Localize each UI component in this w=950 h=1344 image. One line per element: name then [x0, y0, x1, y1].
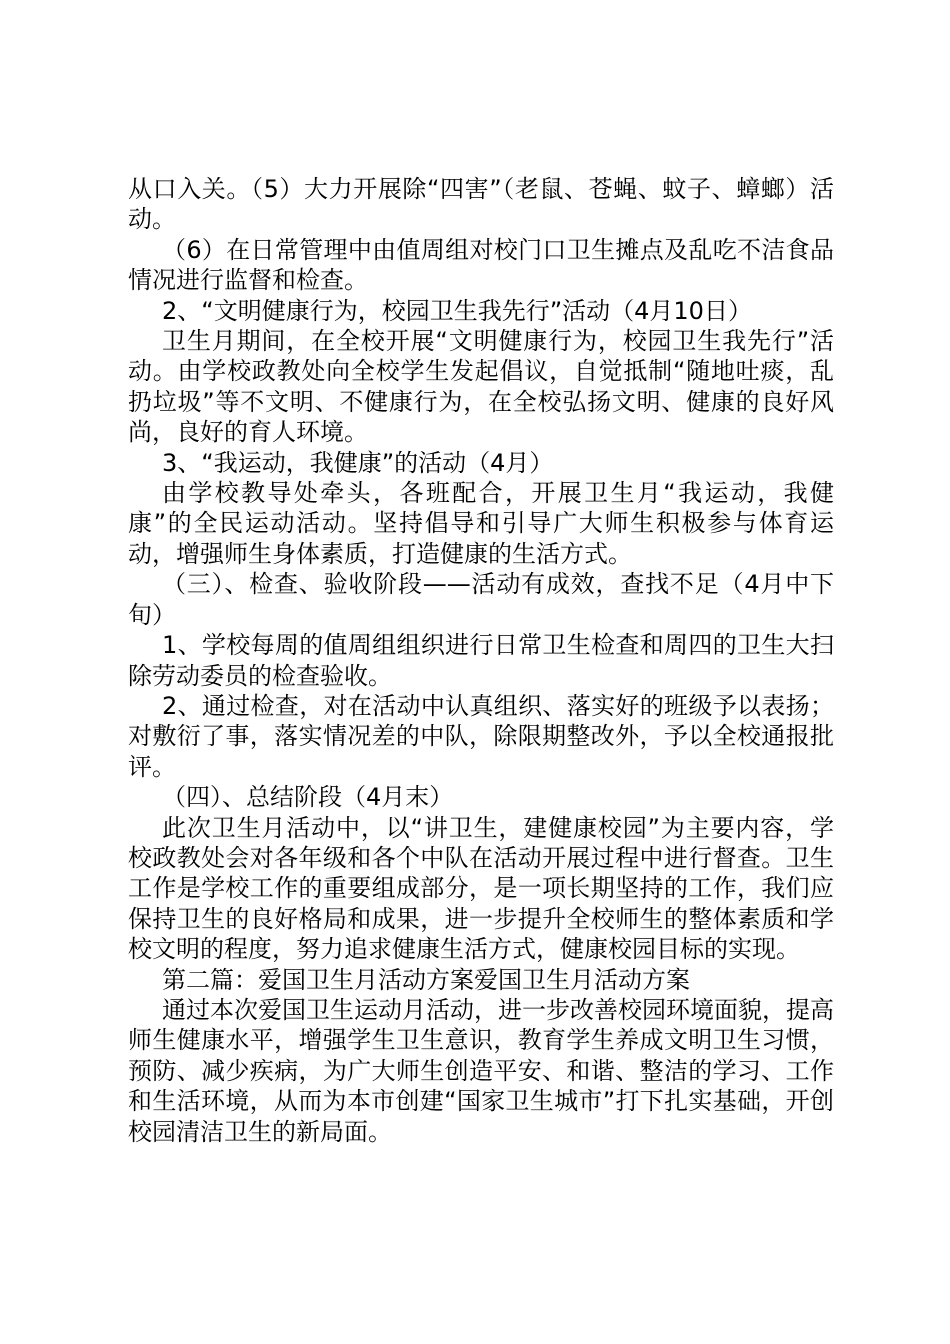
heading-inspection-stage: （三）、检查、验收阶段——活动有成效，查找不足（4月中下旬）: [128, 570, 834, 629]
paragraph-summary: 此次卫生月活动中，以“讲卫生，建健康校园”为主要内容，学校政教处会对各年级和各个中队在活动开展过程中进行督查。卫生工作是学校工作的重要组成部分，是一项长期坚持的工作，我们应保持卫生的良好格局和成果，进一步提升全校师生的整体素质和学校文明的程度，努力追求健康生活方式，健康校园目标的实现。: [128, 813, 834, 964]
paragraph-civilized-health: 卫生月期间，在全校开展“文明健康行为，校园卫生我先行”活动。由学校政教处向全校学生发起倡议，自觉抵制“随地吐痰，乱扔垃圾”等不文明、不健康行为，在全校弘扬文明、健康的良好风尚，良好的育人环境。: [128, 327, 834, 447]
paragraph-gate-supervision: （6）在日常管理中由值周组对校门口卫生摊点及乱吃不洁食品情况进行监督和检查。: [128, 235, 834, 295]
heading-exercise-activity: 3、“我运动，我健康”的活动（4月）: [162, 448, 554, 477]
paragraph-second-intro: 通过本次爱国卫生运动月活动，进一步改善校园环境面貌，提高师生健康水平，增强学生卫生意识，教育学生养成文明卫生习惯，预防、减少疾病，为广大师生创造平安、和谐、整洁的学习、工作和生活环境，从而为本市创建“国家卫生城市”打下扎实基础，开创校园清洁卫生的新局面。: [128, 995, 834, 1146]
paragraph-weekly-inspection: 1、学校每周的值周组组织进行日常卫生检查和周四的卫生大扫除劳动委员的检查验收。: [128, 631, 834, 690]
paragraph-exercise-activity: 由学校教导处牵头，各班配合，开展卫生月“我运动，我健康”的全民运动活动。坚持倡导和引导广大师生积极参与体育运动，增强师生身体素质，打造健康的生活方式。: [128, 479, 834, 568]
paragraph-pest-control: 从口入关。（5）大力开展除“四害”（老鼠、苍蝇、蚊子、蟑螂）活动。: [128, 175, 834, 234]
paragraph-commendation: 2、通过检查，对在活动中认真组织、落实好的班级予以表扬；对敷衍了事，落实情况差的中队，除限期整改外，予以全校通报批评。: [128, 691, 834, 781]
document-body: [128, 174, 834, 1147]
heading-second-article: 第二篇：爱国卫生月活动方案爱国卫生月活动方案: [162, 965, 690, 994]
heading-summary-stage: （四）、总结阶段（4月末）: [162, 783, 454, 812]
heading-civilized-health: 2、“文明健康行为，校园卫生我先行”活动（4月10日）: [162, 296, 752, 325]
